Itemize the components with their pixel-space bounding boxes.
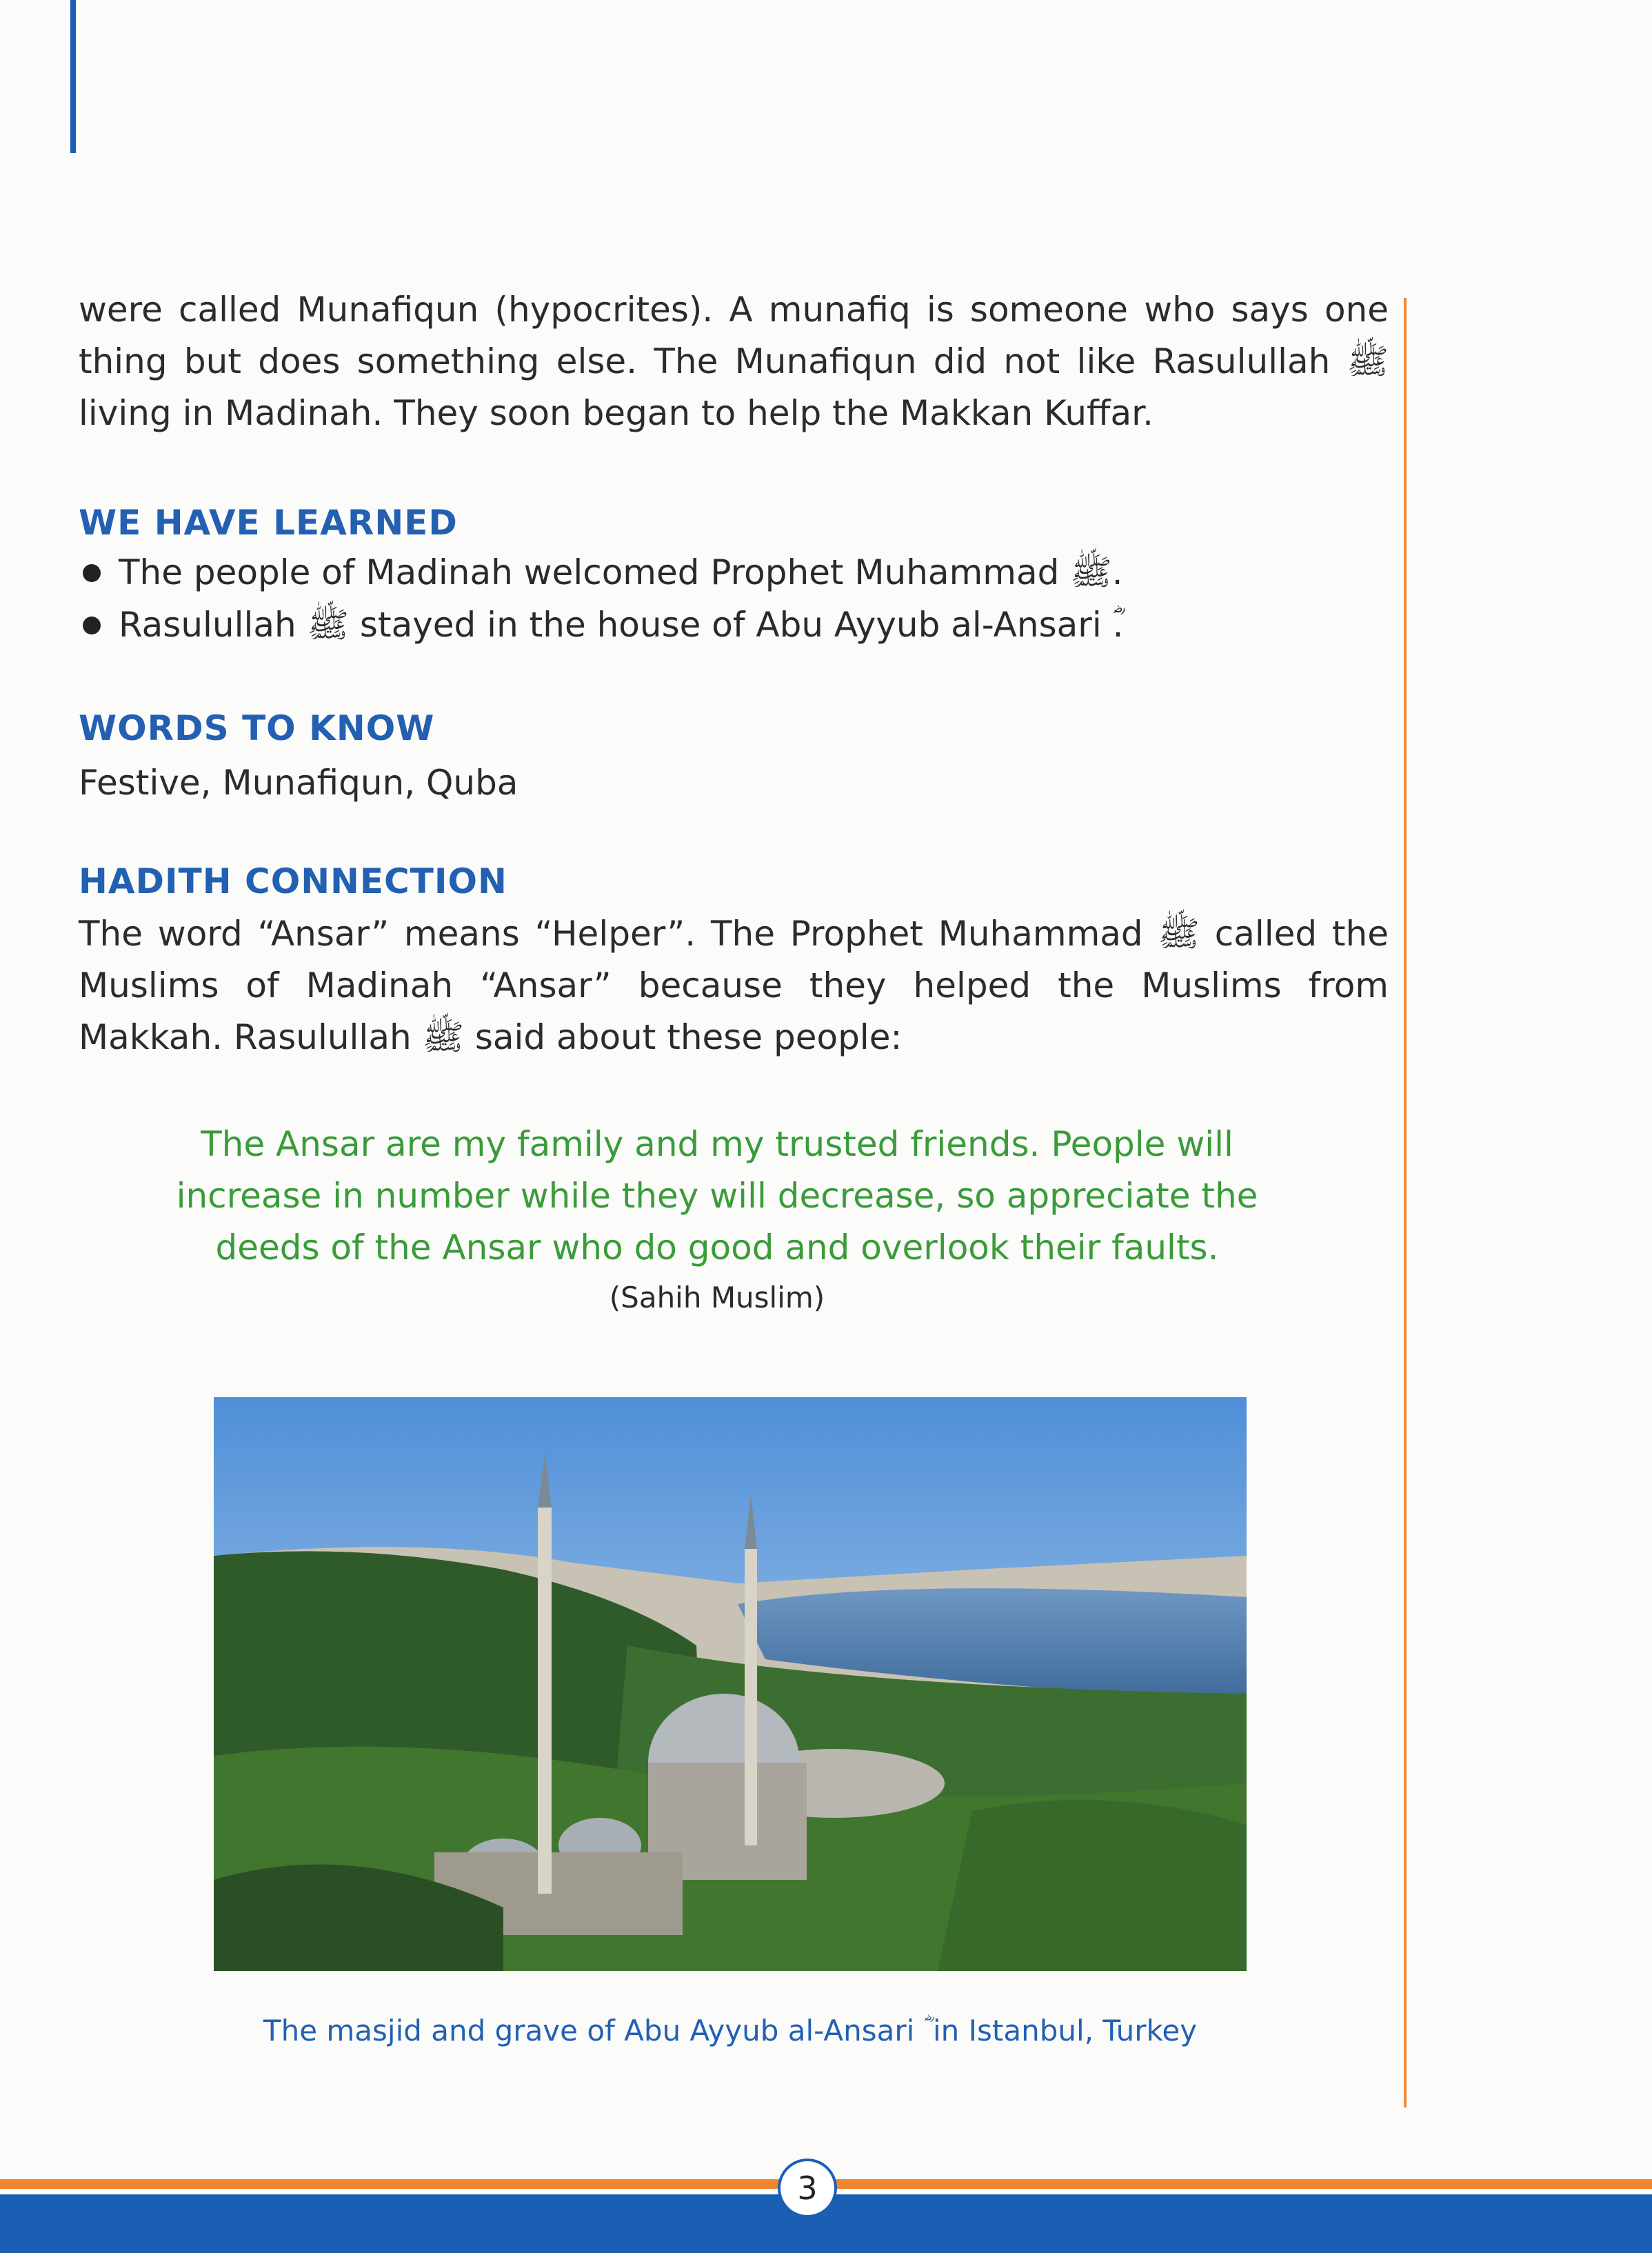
hadith-source: (Sahih Muslim): [609, 1281, 825, 1314]
hadith-connection-text: The word “Ansar” means “Helper”. The Prophet Muhammad ﷺ called the Muslims of Madinah “Ansar” because they helped the Muslims from Makkah. Rasulullah ﷺ said about these people:: [79, 914, 1389, 1057]
bullet-icon: [83, 617, 101, 634]
page-number: 3: [778, 2159, 837, 2218]
photo-caption: The masjid and grave of Abu Ayyub al-Ansari ؓ in Istanbul, Turkey: [263, 2014, 1198, 2047]
right-margin-rule: [1404, 298, 1407, 2107]
we-have-learned-heading: WE HAVE LEARNED: [79, 503, 458, 543]
list-item: The people of Madinah welcomed Prophet Muhammad ﷺ.: [79, 546, 1389, 599]
intro-paragraph: were called Munafiqun (hypocrites). A munafiq is someone who says one thing but does something else. The Munafiqun did not like Rasulullah ﷺ living in Madinah. They soon began to help the Makkan Kuffar.: [79, 290, 1389, 433]
words-to-know-heading: WORDS TO KNOW: [79, 708, 435, 748]
hadith-connection-heading: HADITH CONNECTION: [79, 861, 507, 901]
masjid-photo: [214, 1397, 1247, 1971]
left-accent-bar: [70, 0, 76, 153]
list-item: Rasulullah ﷺ stayed in the house of Abu Ayyub al-Ansari ؓ.: [79, 599, 1389, 651]
words-to-know-text: Festive, Munafiqun, Quba: [79, 763, 518, 803]
learned-list: [79, 546, 1389, 651]
bullet-icon: [83, 564, 101, 582]
hadith-quote: The Ansar are my family and my trusted friends. People will increase in number while they will decrease, so appreciate the deeds of the Ansar who do good and overlook their faults.: [176, 1124, 1258, 1268]
